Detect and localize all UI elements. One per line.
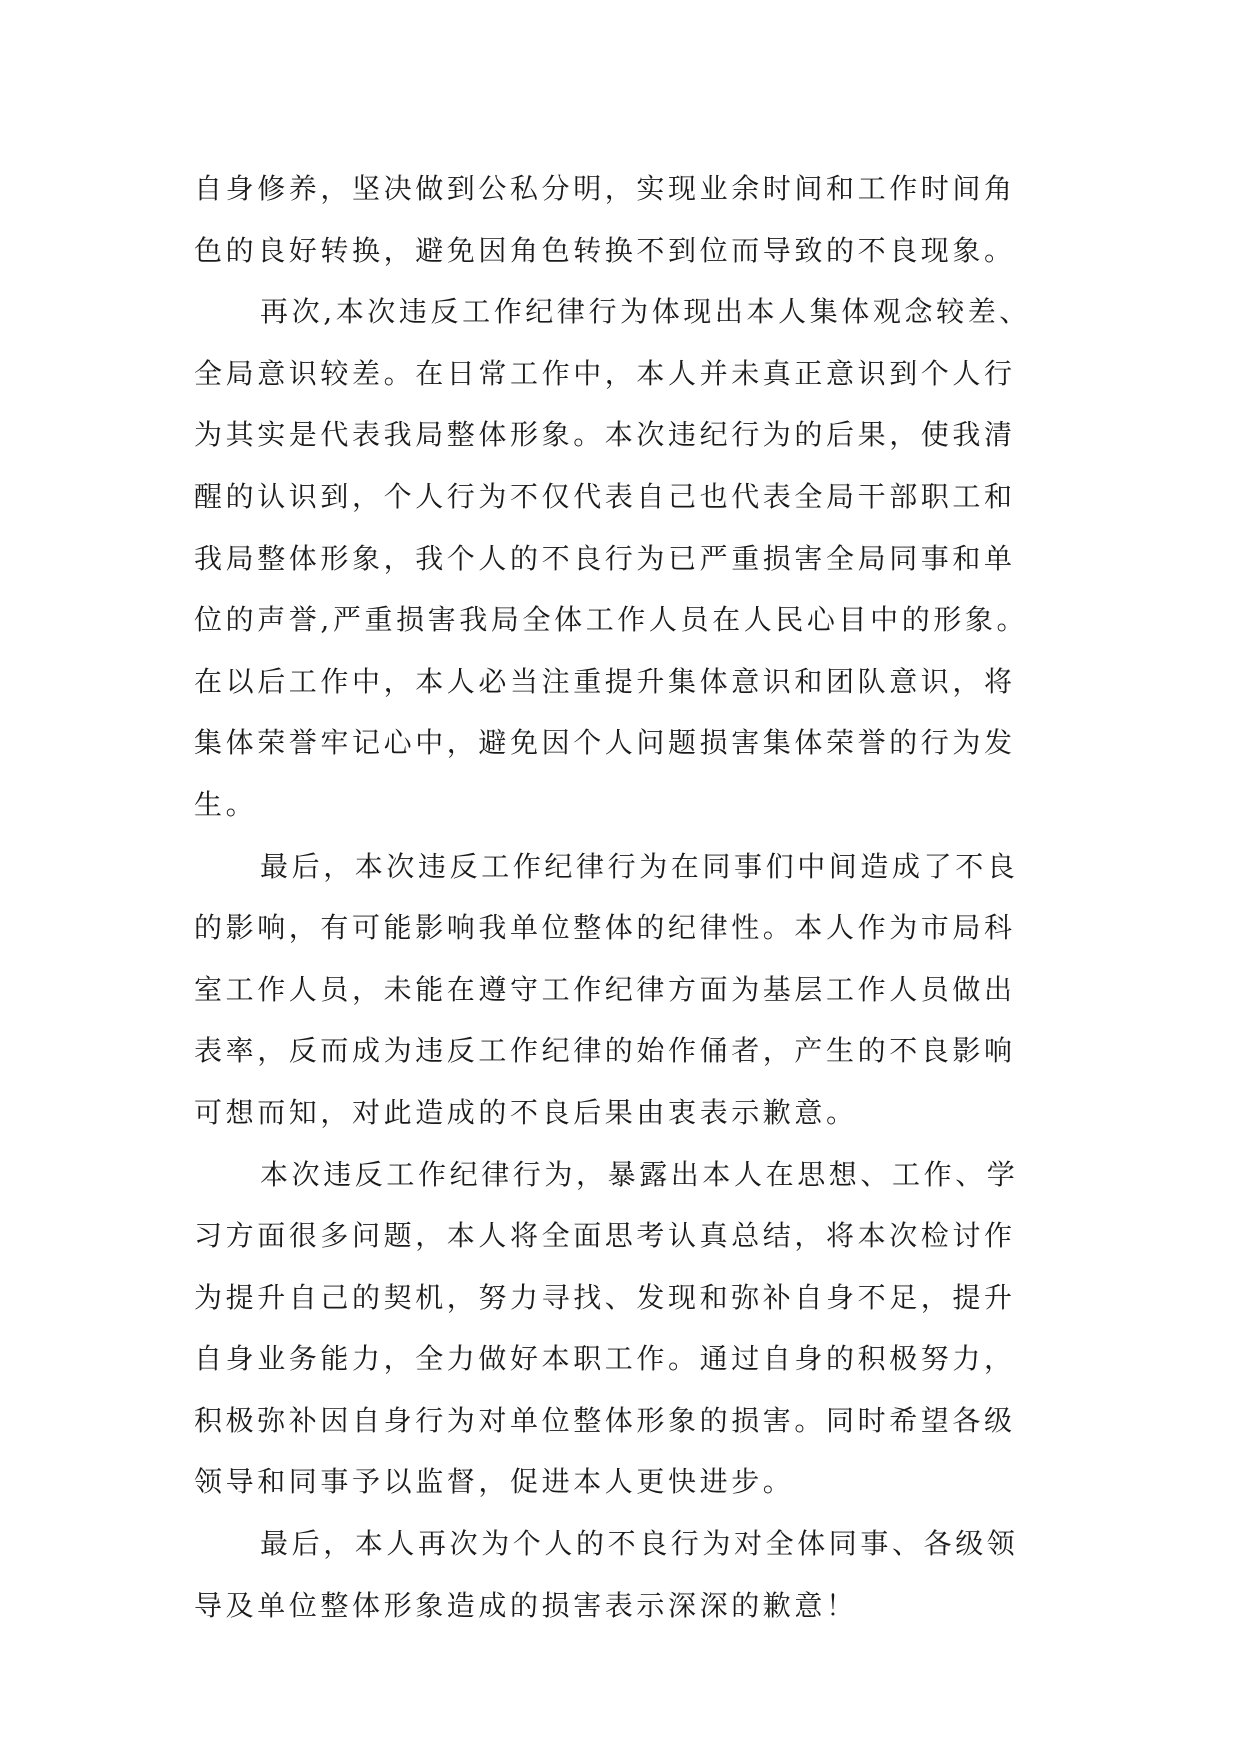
text-line: 醒的认识到，个人行为不仅代表自己也代表全局干部职工和 [194,479,1016,513]
text-line: 集体荣誉牢记心中，避免因个人问题损害集体荣誉的行为发 [194,726,1016,760]
text-line: 自身修养，坚决做到公私分明，实现业余时间和工作时间角 [194,172,1016,205]
text-line: 色的良好转换，避免因角色转换不到位而导致的不良现象。 [194,233,1016,267]
text-line: 生。 [194,787,258,821]
text-line: 的影响，有可能影响我单位整体的纪律性。本人作为市局科 [194,911,1016,945]
text-line: 我局整体形象，我个人的不良行为已严重损害全局同事和单 [194,541,1016,575]
paragraph-start-line: 本次违反工作纪律行为，暴露出本人在思想、工作、学 [260,1157,1019,1191]
text-line: 可想而知，对此造成的不良后果由衷表示歉意。 [194,1095,858,1129]
paragraph-start-line: 最后，本人再次为个人的不良行为对全体同事、各级领 [260,1527,1019,1561]
text-line: 位的声誉,严重损害我局全体工作人员在人民心目中的形象。 [194,603,1029,637]
text-line: 积极弥补因自身行为对单位整体形象的损害。同时希望各级 [194,1403,1016,1437]
paragraph-start-line: 再次,本次违反工作纪律行为体现出本人集体观念较差、 [260,295,1031,329]
text-line: 室工作人员，未能在遵守工作纪律方面为基层工作人员做出 [194,972,1016,1006]
text-line: 为其实是代表我局整体形象。本次违纪行为的后果，使我清 [194,418,1016,452]
text-line: 自身业务能力，全力做好本职工作。通过自身的积极努力， [194,1342,1016,1376]
text-line: 为提升自己的契机，努力寻找、发现和弥补自身不足，提升 [194,1280,1016,1314]
text-line: 表率，反而成为违反工作纪律的始作俑者，产生的不良影响 [194,1034,1016,1068]
text-line: 领导和同事予以监督，促进本人更快进步。 [194,1465,795,1499]
text-line: 习方面很多问题，本人将全面思考认真总结，将本次检讨作 [194,1219,1016,1253]
text-line: 全局意识较差。在日常工作中，本人并未真正意识到个人行 [194,356,1016,390]
text-line: 导及单位整体形象造成的损害表示深深的歉意！ [194,1588,858,1622]
paragraph-start-line: 最后，本次违反工作纪律行为在同事们中间造成了不良 [260,849,1019,883]
text-line: 在以后工作中，本人必当注重提升集体意识和团队意识，将 [194,664,1016,698]
document-body [194,158,1094,1636]
